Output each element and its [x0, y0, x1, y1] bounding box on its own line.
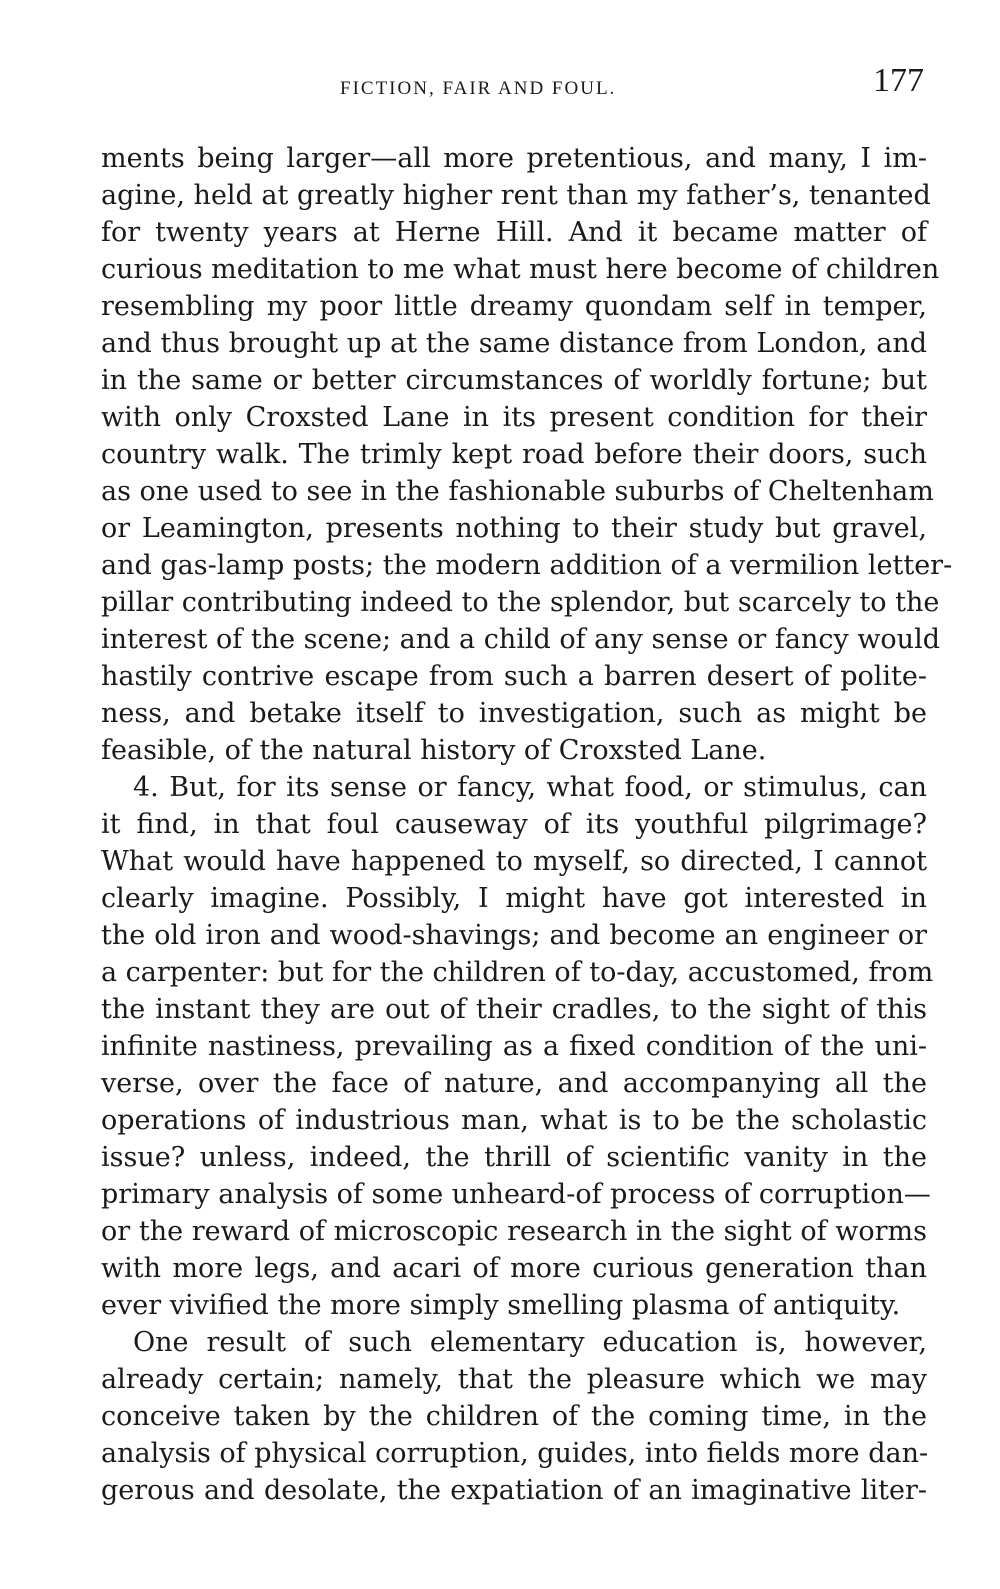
- text-line: pillar contributing indeed to the splendor, but scarcely to the: [101, 587, 940, 618]
- text-line: What would have happened to myself, so directed, I cannot: [101, 846, 927, 877]
- text-line: as one used to see in the fashionable suburbs of Cheltenham: [101, 476, 934, 507]
- text-line: for twenty years at Herne Hill. And it became matter of: [101, 217, 927, 248]
- paragraph-start-line: 4. But, for its sense or fancy, what food, or stimulus, can: [133, 772, 927, 803]
- text-line: the instant they are out of their cradles, to the sight of this: [101, 994, 927, 1025]
- text-line: analysis of physical corruption, guides, into fields more dan-: [101, 1438, 929, 1469]
- text-line: a carpenter: but for the children of to-day, accustomed, from: [101, 957, 934, 988]
- text-line: and gas-lamp posts; the modern addition of a vermilion letter-: [101, 550, 953, 581]
- text-line: or the reward of microscopic research in the sight of worms: [101, 1216, 927, 1247]
- text-line: in the same or better circumstances of worldly fortune; but: [101, 365, 927, 396]
- body-text: [101, 140, 953, 1509]
- text-line: verse, over the face of nature, and accompanying all the: [101, 1068, 927, 1099]
- text-line: infinite nastiness, prevailing as a fixed condition of the uni-: [101, 1031, 927, 1062]
- page-number: 177: [873, 62, 924, 99]
- text-line: ness, and betake itself to investigation, such as might be: [101, 698, 927, 729]
- text-line: primary analysis of some unheard-of process of corruption—: [101, 1179, 931, 1210]
- text-line: country walk. The trimly kept road before their doors, such: [101, 439, 927, 470]
- text-line: resembling my poor little dreamy quondam self in temper,: [101, 291, 927, 322]
- running-title: FICTION, FAIR AND FOUL.: [340, 78, 617, 99]
- text-line: feasible, of the natural history of Croxsted Lane.: [101, 735, 767, 766]
- text-line: hastily contrive escape from such a barren desert of polite-: [101, 661, 927, 692]
- text-line: interest of the scene; and a child of any sense or fancy would: [101, 624, 940, 655]
- text-line: operations of industrious man, what is to be the scholastic: [101, 1105, 927, 1136]
- text-line: conceive taken by the children of the coming time, in the: [101, 1401, 927, 1432]
- text-line: and thus brought up at the same distance from London, and: [101, 328, 927, 359]
- paragraph-start-line: One result of such elementary education is, however,: [133, 1327, 927, 1358]
- text-line: or Leamington, presents nothing to their study but gravel,: [101, 513, 927, 544]
- text-line: it find, in that foul causeway of its youthful pilgrimage?: [101, 809, 927, 840]
- text-line: ments being larger—all more pretentious, and many, I im-: [101, 143, 927, 174]
- text-line: the old iron and wood-shavings; and become an engineer or: [101, 920, 927, 951]
- text-line: already certain; namely, that the pleasure which we may: [101, 1364, 927, 1395]
- text-line: issue? unless, indeed, the thrill of scientific vanity in the: [101, 1142, 927, 1173]
- text-line: with only Croxsted Lane in its present condition for their: [101, 402, 927, 433]
- text-line: agine, held at greatly higher rent than my father’s, tenanted: [101, 180, 931, 211]
- text-line: ever vivified the more simply smelling plasma of antiquity.: [101, 1290, 901, 1321]
- text-line: clearly imagine. Possibly, I might have got interested in: [101, 883, 927, 914]
- text-line: with more legs, and acari of more curious generation than: [101, 1253, 927, 1284]
- text-line: curious meditation to me what must here become of children: [101, 254, 940, 285]
- text-line: gerous and desolate, the expatiation of an imaginative liter-: [101, 1475, 927, 1506]
